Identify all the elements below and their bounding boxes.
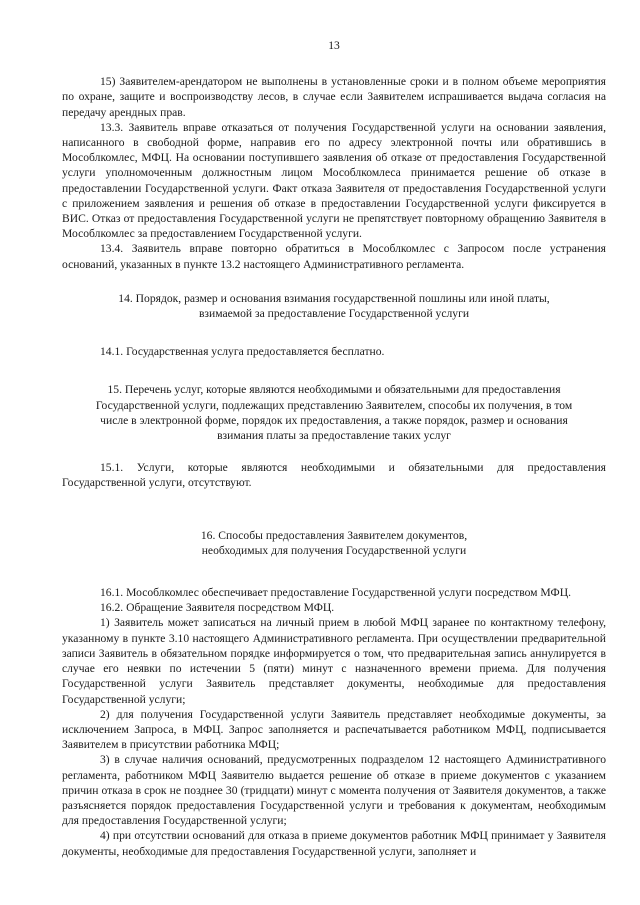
section-14-heading (62, 291, 606, 321)
section-15-heading-line-4: взимания платы за предоставление таких услуг (217, 429, 451, 443)
section-14-heading-line-1: 14. Порядок, размер и основания взимания государственной пошлины или иной платы, (118, 291, 550, 305)
paragraph-16-2-item-4: 4) при отсутствии оснований для отказа в приеме документов работник МФЦ принимает у Заявителя документы, необходимые для предоставления Государственной услуги, заполняет и (62, 829, 606, 858)
paragraph-16-2-item-3: 3) в случае наличия оснований, предусмотренных подразделом 12 настоящего Административного регламента, работником МФЦ Заявителю выдается решение об отказе в приеме документов с указанием причин отказа в срок не позднее 30 (тридцати) минут с момента получения от Заявителя документов, а также разъясняется порядок предоставления Государственной услуги и требования к документам, необходимым для предоставления Государственной услуги; (62, 753, 606, 828)
section-16-heading-line-2: необходимых для получения Государственной услуги (201, 543, 467, 557)
paragraph-16-2-item-1: 1) Заявитель может записаться на личный прием в любой МФЦ заранее по контактному телефону, указанному в пункте 3.10 настоящего Административного регламента. При осуществлении предварительной записи Заявитель в обязательном порядке информируется о том, что предварительная запись аннулируется в случае его неявки по истечении 5 (пяти) минут с назначенного времени приема. Для получения Государственной услуги Заявитель представляет документы, необходимые для предоставления Государственной услуги; (62, 616, 606, 706)
paragraph-14-1: 14.1. Государственная услуга предоставляется бесплатно. (100, 345, 385, 359)
page-number: 13 (328, 39, 340, 52)
paragraph-16-1: 16.1. Мособлкомлес обеспечивает предоставление Государственной услуги посредством МФЦ. (100, 586, 571, 600)
paragraph-13-2-item-15: 15) Заявителем-арендатором не выполнены в установленные сроки и в полном объеме мероприятия по охране, защите и воспроизводству лесов, в случае если Заявителем испрашивается выдача согласия на передачу арендных прав. (62, 75, 606, 119)
paragraph-13-3: 13.3. Заявитель вправе отказаться от получения Государственной услуги на основании заявления, написанного в свободной форме, направив его по адресу электронной почты или обратившись в Мособлкомлес, МФЦ. На основании поступившего заявления об отказе от предоставления Государственной услуги уполномоченным должностным лицом Мособлкомлеса принимается решение об отказе в предоставлении Государственной услуги. Факт отказа Заявителя от предоставления Государственной услуги с приложением заявления и решения об отказе в предоставлении Государственной услуги фиксируется в ВИС. Отказ от предоставления Государственной услуги не препятствует повторному обращению Заявителя в Мособлкомлес за предоставлением Государственной услуги. (62, 120, 606, 241)
section-15-heading (62, 382, 606, 443)
section-15-heading-line-1: 15. Перечень услуг, которые являются необходимыми и обязательными для предоставления (107, 383, 561, 397)
paragraph-15-1: 15.1. Услуги, которые являются необходимыми и обязательными для предоставления Государственной услуги, отсутствуют. (62, 461, 606, 490)
paragraph-13-4: 13.4. Заявитель вправе повторно обратиться в Мособлкомлес с Запросом после устранения оснований, указанных в пункте 13.2 настоящего Административного регламента. (62, 242, 606, 271)
section-16-heading (62, 528, 606, 558)
section-16-heading-line-1: 16. Способы предоставления Заявителем документов, (200, 528, 468, 542)
paragraph-16-2: 16.2. Обращение Заявителя посредством МФЦ. (100, 601, 335, 615)
section-14-heading-line-2: взимаемой за предоставление Государственной услуги (198, 307, 470, 321)
section-15-heading-line-2: Государственной услуги, подлежащих представлению Заявителем, способы их получения, в том (95, 398, 573, 412)
paragraph-16-2-item-2: 2) для получения Государственной услуги Заявитель представляет необходимые документы, за исключением Запроса, в МФЦ. Запрос заполняется и распечатывается работником МФЦ, подписывается Заявителем в присутствии работника МФЦ; (62, 707, 606, 752)
section-15-heading-line-3: числе в электронной форме, порядок их предоставления, а также порядок, размер и основания (100, 413, 568, 427)
